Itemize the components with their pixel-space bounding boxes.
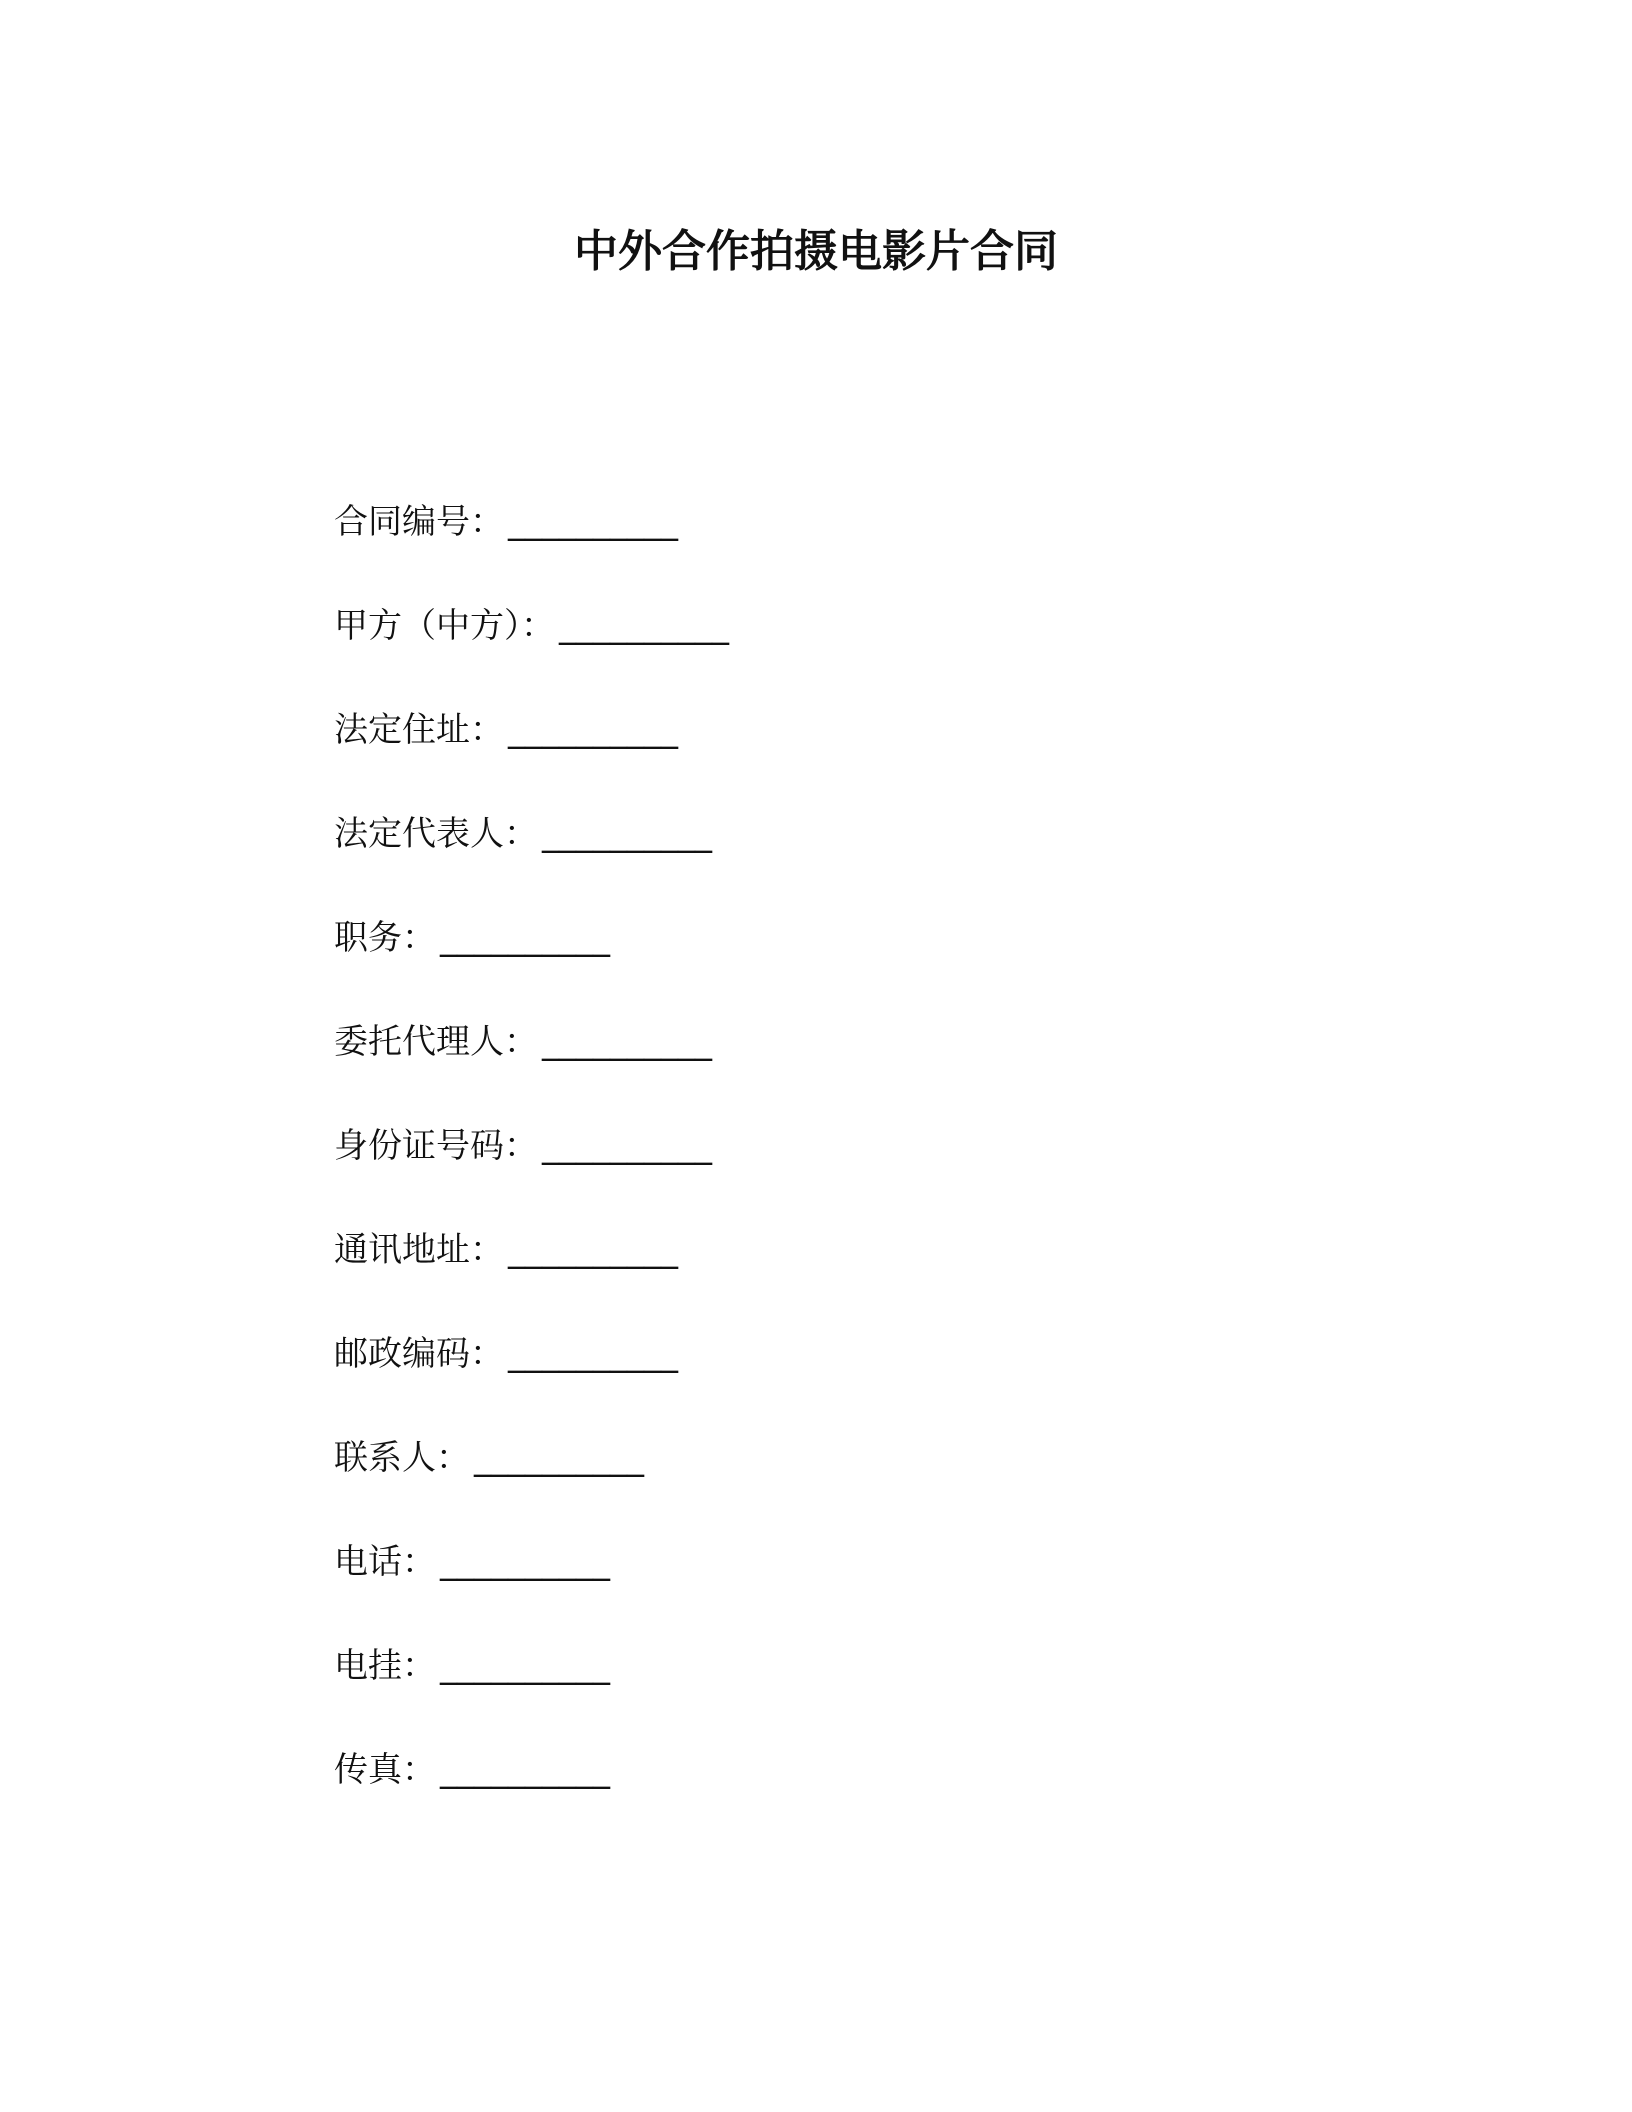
field-blank: __________ bbox=[508, 1230, 678, 1270]
field-blank: __________ bbox=[542, 1126, 712, 1166]
field-label: 法定住址： bbox=[334, 710, 504, 750]
field-label: 电挂： bbox=[334, 1646, 436, 1686]
field-blank: __________ bbox=[559, 606, 729, 646]
field-label: 职务： bbox=[334, 918, 436, 958]
field-telegraph bbox=[334, 1636, 1334, 1740]
field-contact-person bbox=[334, 1428, 1334, 1532]
field-blank: __________ bbox=[440, 1646, 610, 1686]
field-label: 甲方（中方）： bbox=[334, 606, 555, 646]
field-fax bbox=[334, 1740, 1334, 1844]
field-label: 法定代表人： bbox=[334, 814, 538, 854]
field-blank: __________ bbox=[508, 1334, 678, 1374]
document-title: 中外合作拍摄电影片合同 bbox=[574, 226, 1058, 277]
field-party-a bbox=[334, 596, 1334, 700]
field-phone bbox=[334, 1532, 1334, 1636]
field-label: 身份证号码： bbox=[334, 1126, 538, 1166]
field-postal-code bbox=[334, 1324, 1334, 1428]
field-blank: __________ bbox=[440, 1750, 610, 1790]
field-contract-number bbox=[334, 492, 1334, 596]
field-blank: __________ bbox=[440, 1542, 610, 1582]
field-label: 邮政编码： bbox=[334, 1334, 504, 1374]
field-blank: __________ bbox=[474, 1438, 644, 1478]
field-blank: __________ bbox=[440, 918, 610, 958]
field-label: 通讯地址： bbox=[334, 1230, 504, 1270]
field-label: 传真： bbox=[334, 1750, 436, 1790]
field-position bbox=[334, 908, 1334, 1012]
field-label: 联系人： bbox=[334, 1438, 470, 1478]
field-blank: __________ bbox=[508, 710, 678, 750]
field-blank: __________ bbox=[542, 814, 712, 854]
field-id-number bbox=[334, 1116, 1334, 1220]
field-blank: __________ bbox=[542, 1022, 712, 1062]
field-authorized-agent bbox=[334, 1012, 1334, 1116]
field-label: 委托代理人： bbox=[334, 1022, 538, 1062]
field-mailing-address bbox=[334, 1220, 1334, 1324]
contract-fields bbox=[334, 492, 1334, 1844]
field-blank: __________ bbox=[508, 502, 678, 542]
field-label: 合同编号： bbox=[334, 502, 504, 542]
field-legal-representative bbox=[334, 804, 1334, 908]
field-legal-address bbox=[334, 700, 1334, 804]
field-label: 电话： bbox=[334, 1542, 436, 1582]
